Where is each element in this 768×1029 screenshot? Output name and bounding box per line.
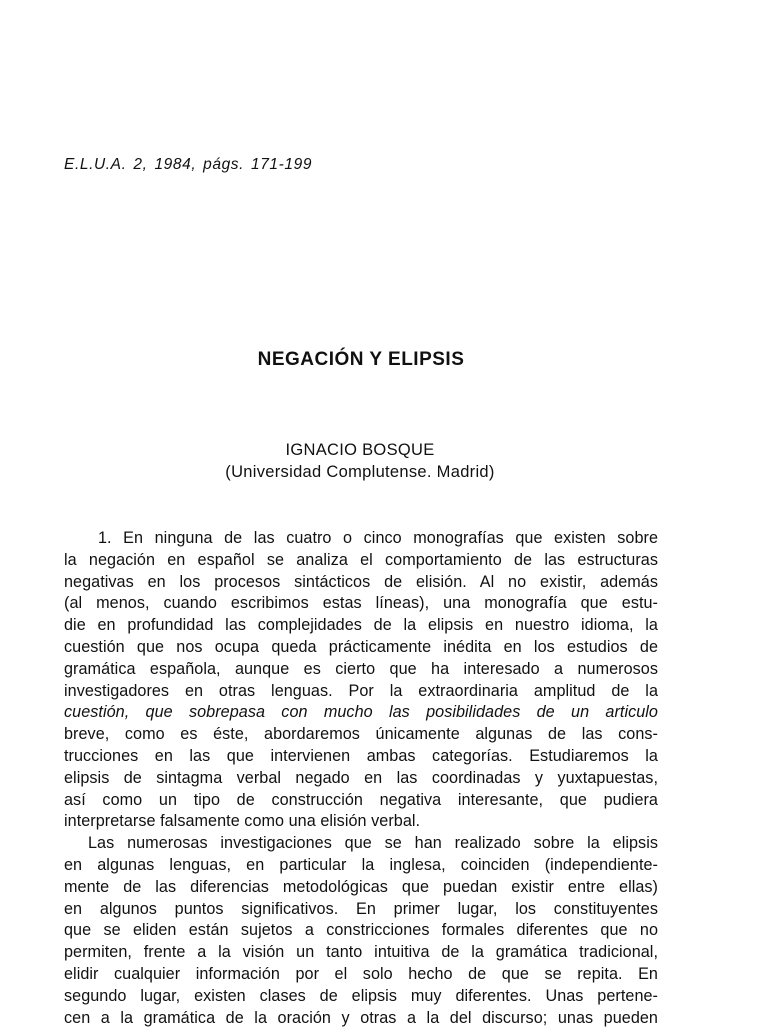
journal-citation: E.L.U.A. 2, 1984, págs. 171-199 xyxy=(64,156,313,173)
body-line: interpretarse falsamente como una elisión verbal. xyxy=(64,812,421,831)
body-line: permiten, frente a la visión un tanto intuitiva de la gramática tradicional, xyxy=(64,943,658,962)
body-line: en algunos puntos significativos. En primer lugar, los constituyentes xyxy=(64,899,658,918)
author-name: IGNACIO BOSQUE xyxy=(285,441,435,459)
body-line: elipsis de sintagma verbal negado en las coordinadas y yuxtapuestas, xyxy=(64,768,658,787)
body-line: cuestión que nos ocupa queda prácticamente inédita en los estudios de xyxy=(64,637,658,656)
body-line: Las numerosas investigaciones que se han realizado sobre la elipsis xyxy=(88,834,658,853)
body-line: así como un tipo de construcción negativa interesante, que pudiera xyxy=(64,790,658,809)
body-line: gramática española, aunque es cierto que ha interesado a numerosos xyxy=(64,659,658,678)
body-line: 1. En ninguna de las cuatro o cinco monografías que existen sobre xyxy=(98,529,658,547)
body-line: cen a la gramática de la oración y otras a la del discurso; unas pueden xyxy=(64,1008,658,1027)
body-line: (al menos, cuando escribimos estas líneas), una monografía que estu- xyxy=(64,594,658,613)
body-line: investigadores en otras lenguas. Por la extraordinaria amplitud de la xyxy=(64,681,658,700)
body-line: en algunas lenguas, en particular la inglesa, coinciden (independiente- xyxy=(64,855,658,874)
body-line: breve, como es éste, abordaremos únicamente algunas de las cons- xyxy=(64,725,658,744)
body-line: negativas en los procesos sintácticos de elisión. Al no existir, además xyxy=(64,572,658,591)
author-affiliation: (Universidad Complutense. Madrid) xyxy=(225,463,495,481)
body-line: segundo lugar, existen clases de elipsis muy diferentes. Unas pertene- xyxy=(64,986,658,1005)
body-line: mente de las diferencias metodológicas que puedan existir entre ellas) xyxy=(64,877,658,896)
article-title: NEGACIÓN Y ELIPSIS xyxy=(257,349,465,370)
body-line: la negación en español se analiza el comportamiento de las estructuras xyxy=(64,550,658,569)
body-line: die en profundidad las complejidades de la elipsis en nuestro idioma, la xyxy=(64,616,658,635)
body-line: cuestión, que sobrepasa con mucho las posibilidades de un articulo xyxy=(64,703,658,722)
body-text xyxy=(64,528,658,1029)
body-line: elidir cualquier información por el solo hecho de que se repita. En xyxy=(64,964,658,983)
body-line: trucciones en las que intervienen ambas categorías. Estudiaremos la xyxy=(64,746,658,765)
body-line: que se eliden están sujetos a constricciones formales diferentes que no xyxy=(64,921,658,940)
